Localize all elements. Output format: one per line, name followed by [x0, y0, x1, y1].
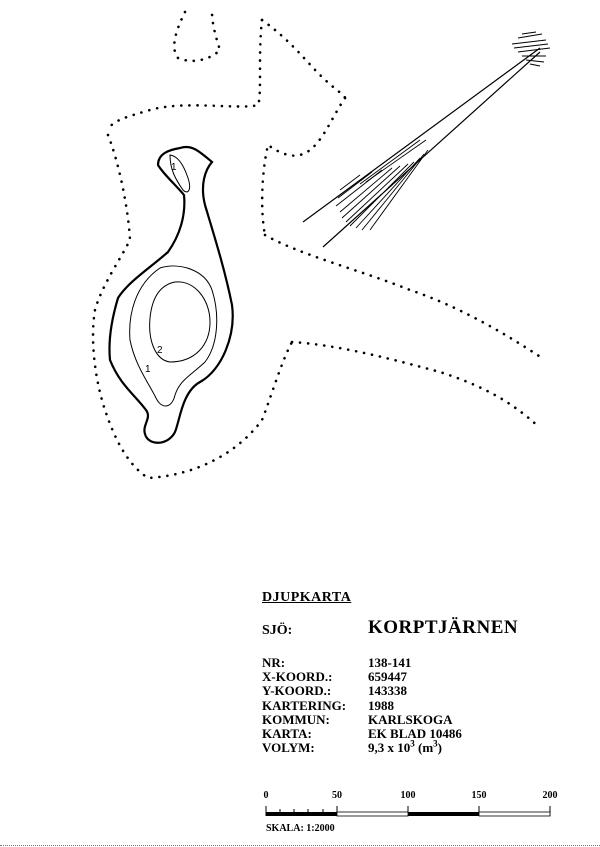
volume-value: [368, 738, 443, 756]
scale-segment: [266, 812, 337, 816]
lake-label: SJÖ:: [262, 623, 293, 638]
contour-label-north: 1: [171, 162, 177, 173]
scale-caption: SKALA: 1:2000: [266, 823, 335, 834]
info-row-volume: [262, 738, 462, 756]
info-key: KOMMUN:: [262, 711, 330, 727]
info-row-x-coord: [262, 670, 462, 684]
info-key: KARTA:: [262, 726, 312, 742]
scale-tick-label: 0: [263, 790, 269, 801]
map-heading: DJUPKARTA: [262, 590, 352, 605]
depth-contour-1-main: [130, 266, 217, 406]
volume-unit: (m: [414, 740, 434, 756]
info-value: 138-141: [368, 655, 412, 670]
lake-name: KORPTJÄRNEN: [368, 617, 519, 638]
scale-tick-label: 200: [542, 790, 558, 801]
info-key: X-KOORD.:: [262, 669, 333, 685]
volume-mantissa: 9,3 x 10: [368, 740, 411, 756]
info-key: VOLYM:: [262, 740, 315, 756]
scale-segment: [337, 812, 408, 816]
info-row-nr: [262, 656, 462, 670]
contour-label-main: 1: [145, 364, 151, 375]
scale-tick-label: 100: [400, 790, 416, 801]
scale-segment: [408, 812, 479, 816]
scale-tick-label: 150: [471, 790, 487, 801]
bottom-border: [0, 845, 600, 846]
info-value: EK BLAD 10486: [368, 726, 462, 742]
info-value: KARLSKOGA: [368, 711, 453, 727]
volume-unit-close: ): [437, 740, 443, 756]
volume-exponent: 3: [410, 738, 415, 749]
info-row-survey-year: [262, 699, 462, 713]
info-row-y-coord: [262, 684, 462, 698]
info-key: NR:: [262, 655, 286, 670]
lake-shoreline: [109, 147, 232, 443]
depth-contour-1-north: [170, 155, 190, 192]
info-key: Y-KOORD.:: [262, 683, 332, 699]
volume-unit-exponent: 3: [433, 738, 438, 749]
scale-segment: [479, 812, 550, 816]
info-row-municipality: [262, 713, 462, 727]
info-value: 143338: [368, 683, 407, 699]
lake-info-table: [262, 656, 462, 755]
info-value: 659447: [368, 669, 407, 685]
north-arrow-icon: [303, 32, 550, 247]
contour-label-deep: 2: [157, 345, 163, 356]
catchment-boundary: [93, 12, 545, 478]
info-key: KARTERING:: [262, 697, 347, 713]
scale-tick-label: 50: [332, 790, 342, 801]
info-value: 1988: [368, 697, 394, 713]
